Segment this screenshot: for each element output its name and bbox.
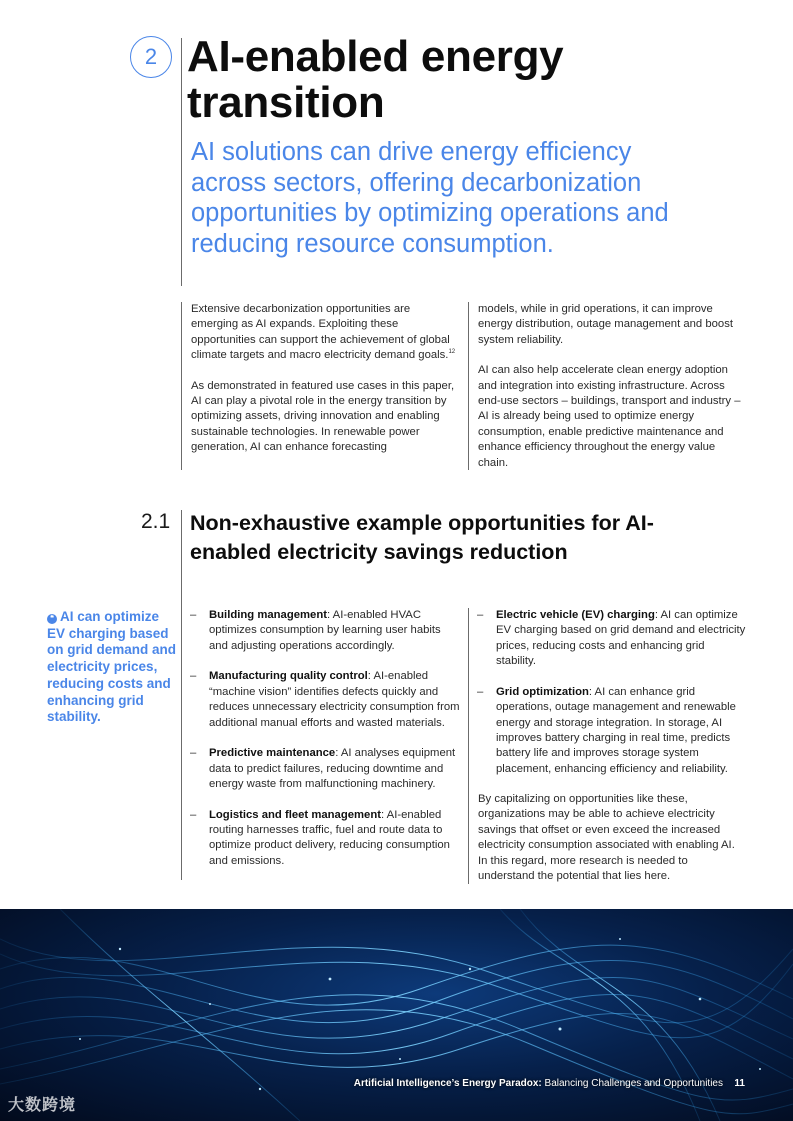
- intro-right-divider: [468, 302, 469, 470]
- light-streams-graphic: [0, 909, 793, 1121]
- opportunities-list-right: [477, 608, 747, 792]
- intro-paragraph: models, while in grid operations, it can improve energy distribution, outage management and boost system reliability.: [478, 303, 733, 346]
- pull-quote: [47, 609, 177, 726]
- quote-icon: ❝: [47, 614, 57, 624]
- section-right-divider: [468, 608, 469, 884]
- pull-quote-text: AI can optimize EV charging based on grid demand and electricity prices, reducing costs and enhancing grid stability.: [47, 609, 177, 725]
- intro-paragraph: Extensive decarbonization opportunities are emerging as AI expands. Exploiting these opportunities can support the achievement of global climate targets and macro electricity demand goals.$^{12}$: [191, 303, 456, 362]
- list-item: – Manufacturing quality control: AI-enabled “machine vision” identifies defects quickly and reduces unnecessary electricity consumption from additional manual efforts and wasted materials.: [190, 670, 460, 729]
- list-item: – Grid optimization: AI can enhance grid operations, outage management and renewable energy and storage integration. In storage, AI improves battery charging in real time, predicts battery life and improves storage system placement, enhancing efficiency and reliability.: [477, 685, 736, 775]
- footnote-ref[interactable]: 12: [448, 349, 456, 356]
- footer-report-title: Artificial Intelligence’s Energy Paradox: Balancing Challenges and Opportunities: [353, 1078, 723, 1089]
- list-item: – Building management: AI-enabled HVAC optimizes consumption by learning user habits and adjusting operations accordingly.: [190, 609, 441, 652]
- chapter-lead: AI solutions can drive energy efficiency across sectors, offering decarbonization opportunities by optimizing operations and reducing resource consumption.: [191, 138, 669, 258]
- chapter-number: 2: [144, 44, 158, 69]
- section-title: Non-exhaustive example opportunities for AI-enabled electricity savings reduction: [190, 511, 654, 564]
- intro-paragraph: As demonstrated in featured use cases in this paper, AI can play a pivotal role in the energy transition by optimizing assets, driving innovation and enabling sustainable technologies. In renewable power generation, AI can enhance forecasting: [191, 379, 455, 454]
- chapter-divider: [181, 38, 182, 286]
- chapter-number-badge: [130, 36, 172, 78]
- list-item: – Electric vehicle (EV) charging: AI can optimize EV charging based on grid demand and electricity prices, reducing costs and enhancing grid stability.: [477, 609, 746, 668]
- intro-left-divider: [181, 302, 182, 470]
- intro-left-column: [191, 302, 459, 456]
- intro-right-column: [478, 302, 748, 471]
- opportunities-list-left: [190, 608, 462, 884]
- intro-paragraph: AI can also help accelerate clean energy adoption and integration into existing infrastructure. Across end-use sectors – buildings, transport and industry – AI is already being used to optimize energy consumption, enable predictive maintenance and enhance efficiency throughout the energy value chain.: [478, 364, 741, 469]
- section-number: 2.1: [141, 510, 171, 533]
- list-item: – Predictive maintenance: AI analyses equipment data to predict failures, reducing downtime and energy waste from malfunctioning machinery.: [190, 747, 456, 791]
- chapter-title: AI-enabled energy transition: [187, 32, 564, 127]
- list-item: – Logistics and fleet management: AI-enabled routing harnesses traffic, fuel and route data to optimize product delivery, reducing consumption and emissions.: [190, 808, 450, 867]
- footer-banner-image: [0, 909, 793, 1121]
- page-number: 11: [734, 1078, 745, 1089]
- closing-paragraph: By capitalizing on opportunities like these, organizations may be able to achieve electricity savings that offset or even exceed the increased electricity consumption associated with enabling AI. In this regard, more research is needed to understand the potential that lies here.: [478, 793, 735, 883]
- watermark-logo: 大数跨境: [8, 1097, 77, 1114]
- section-divider: [181, 510, 182, 880]
